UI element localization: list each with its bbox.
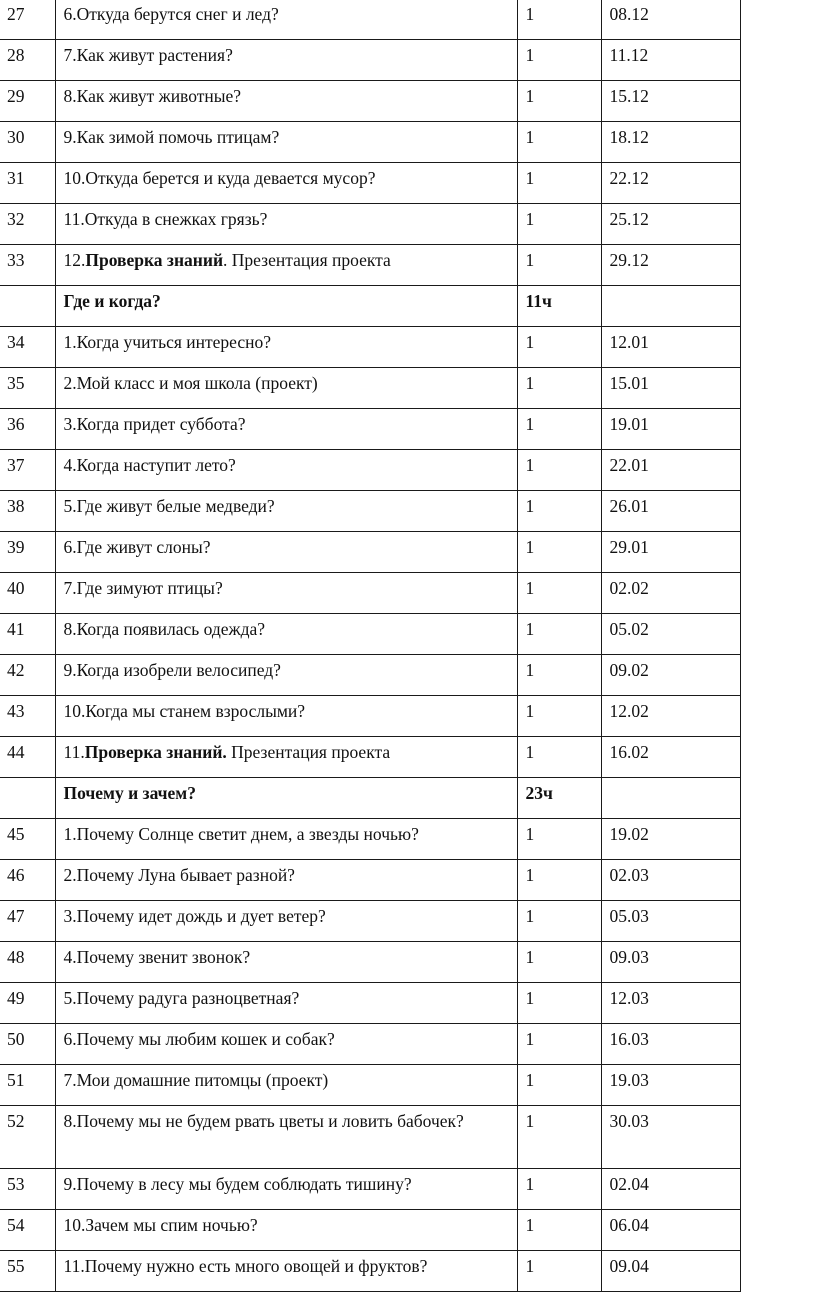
row-number-cell: 36 xyxy=(0,409,55,450)
section-hours: 23ч xyxy=(517,778,601,819)
date-cell: 29.12 xyxy=(601,245,740,286)
lesson-row xyxy=(0,983,740,1024)
lesson-topic-cell xyxy=(55,942,517,983)
lesson-topic-cell xyxy=(55,327,517,368)
date-cell: 26.01 xyxy=(601,491,740,532)
lesson-topic-cell xyxy=(55,696,517,737)
date-cell xyxy=(601,778,740,819)
section-title: Почему и зачем? xyxy=(55,778,517,819)
lesson-row xyxy=(0,1169,740,1210)
lesson-row xyxy=(0,696,740,737)
date-cell: 02.02 xyxy=(601,573,740,614)
row-number-cell: 42 xyxy=(0,655,55,696)
lesson-topic-text: 7.Где зимуют птицы? xyxy=(63,578,223,598)
lesson-topic-cell xyxy=(55,491,517,532)
row-number-cell: 41 xyxy=(0,614,55,655)
date-cell: 02.04 xyxy=(601,1169,740,1210)
lesson-row xyxy=(0,409,740,450)
hours-cell: 1 xyxy=(517,1210,601,1251)
row-number-cell: 29 xyxy=(0,81,55,122)
row-number-cell xyxy=(0,778,55,819)
lesson-topic-text: 1.Когда учиться интересно? xyxy=(63,332,272,352)
lesson-topic-text: 9.Почему в лесу мы будем соблюдать тишину? xyxy=(63,1174,412,1194)
lesson-topic-text: 4.Почему звенит звонок? xyxy=(63,947,251,967)
row-number-cell: 31 xyxy=(0,163,55,204)
hours-cell: 1 xyxy=(517,409,601,450)
date-cell: 09.03 xyxy=(601,942,740,983)
date-cell: 05.03 xyxy=(601,901,740,942)
lesson-topic-text: 3.Почему идет дождь и дует ветер? xyxy=(63,906,326,926)
lesson-row xyxy=(0,327,740,368)
row-number-cell: 40 xyxy=(0,573,55,614)
lesson-topic-text: 6.Почему мы любим кошек и собак? xyxy=(63,1029,335,1049)
row-number-cell: 51 xyxy=(0,1065,55,1106)
row-number-cell xyxy=(0,286,55,327)
lesson-topic-text: 9.Как зимой помочь птицам? xyxy=(63,127,280,147)
lesson-row xyxy=(0,0,740,40)
lesson-topic-cell xyxy=(55,737,517,778)
row-number-cell: 44 xyxy=(0,737,55,778)
row-number-cell: 48 xyxy=(0,942,55,983)
date-cell: 12.02 xyxy=(601,696,740,737)
lesson-row xyxy=(0,1065,740,1106)
lesson-topic-cell xyxy=(55,1024,517,1065)
section-header-row xyxy=(0,286,740,327)
row-number-cell: 53 xyxy=(0,1169,55,1210)
lesson-topic-cell xyxy=(55,163,517,204)
section-header-row xyxy=(0,778,740,819)
date-cell: 19.03 xyxy=(601,1065,740,1106)
lesson-row xyxy=(0,860,740,901)
lesson-topic-text: 11.Откуда в снежках грязь? xyxy=(63,209,268,229)
lesson-topic-cell xyxy=(55,819,517,860)
date-cell: 19.01 xyxy=(601,409,740,450)
row-number-cell: 49 xyxy=(0,983,55,1024)
lesson-topic-text: 7.Как живут растения? xyxy=(63,45,233,65)
hours-cell: 1 xyxy=(517,327,601,368)
row-number-cell: 32 xyxy=(0,204,55,245)
lesson-topic-cell xyxy=(55,1106,517,1169)
lesson-topic-text: 8.Почему мы не будем рвать цветы и ловить бабочек? xyxy=(63,1111,464,1131)
lesson-topic-cell xyxy=(55,409,517,450)
hours-cell: 1 xyxy=(517,491,601,532)
lesson-topic-text: 7.Мои домашние питомцы (проект) xyxy=(63,1070,329,1090)
hours-cell: 1 xyxy=(517,737,601,778)
row-number-cell: 50 xyxy=(0,1024,55,1065)
lesson-topic-text: 5.Почему радуга разноцветная? xyxy=(63,988,300,1008)
lesson-topic-cell xyxy=(55,40,517,81)
row-number-cell: 46 xyxy=(0,860,55,901)
lesson-row xyxy=(0,40,740,81)
row-number-cell: 52 xyxy=(0,1106,55,1169)
date-cell: 22.01 xyxy=(601,450,740,491)
row-number-cell: 33 xyxy=(0,245,55,286)
lesson-topic-text: 10.Зачем мы спим ночью? xyxy=(63,1215,258,1235)
row-number-cell: 35 xyxy=(0,368,55,409)
hours-cell: 1 xyxy=(517,614,601,655)
date-cell: 19.02 xyxy=(601,819,740,860)
date-cell: 30.03 xyxy=(601,1106,740,1169)
date-cell: 11.12 xyxy=(601,40,740,81)
date-cell: 09.04 xyxy=(601,1251,740,1292)
hours-cell: 1 xyxy=(517,1106,601,1169)
date-cell xyxy=(601,286,740,327)
lesson-topic-text: 4.Когда наступит лето? xyxy=(63,455,236,475)
hours-cell: 1 xyxy=(517,655,601,696)
hours-cell: 1 xyxy=(517,1251,601,1292)
hours-cell: 1 xyxy=(517,40,601,81)
lesson-topic-suffix-text: Презентация проекта xyxy=(226,742,391,762)
lesson-topic-cell xyxy=(55,573,517,614)
hours-cell: 1 xyxy=(517,532,601,573)
hours-cell: 1 xyxy=(517,573,601,614)
hours-cell: 1 xyxy=(517,860,601,901)
lesson-topic-cell xyxy=(55,1065,517,1106)
lesson-row xyxy=(0,1024,740,1065)
lesson-topic-cell xyxy=(55,368,517,409)
lesson-topic-cell xyxy=(55,655,517,696)
lesson-topic-cell xyxy=(55,245,517,286)
row-number-cell: 54 xyxy=(0,1210,55,1251)
lesson-topic-text: 6.Где живут слоны? xyxy=(63,537,211,557)
date-cell: 22.12 xyxy=(601,163,740,204)
lesson-topic-cell xyxy=(55,532,517,573)
lesson-topic-cell xyxy=(55,1251,517,1292)
lesson-row xyxy=(0,532,740,573)
lesson-row xyxy=(0,81,740,122)
row-number-cell: 30 xyxy=(0,122,55,163)
hours-cell: 1 xyxy=(517,81,601,122)
hours-cell: 1 xyxy=(517,942,601,983)
date-cell: 02.03 xyxy=(601,860,740,901)
date-cell: 16.03 xyxy=(601,1024,740,1065)
section-hours: 11ч xyxy=(517,286,601,327)
date-cell: 08.12 xyxy=(601,0,740,40)
date-cell: 15.01 xyxy=(601,368,740,409)
date-cell: 25.12 xyxy=(601,204,740,245)
date-cell: 05.02 xyxy=(601,614,740,655)
lesson-row xyxy=(0,1210,740,1251)
date-cell: 06.04 xyxy=(601,1210,740,1251)
lesson-topic-cell xyxy=(55,450,517,491)
lesson-row xyxy=(0,942,740,983)
lesson-topic-text: 2.Почему Луна бывает разной? xyxy=(63,865,295,885)
lesson-topic-text: 3.Когда придет суббота? xyxy=(63,414,246,434)
date-cell: 15.12 xyxy=(601,81,740,122)
lesson-topic-cell xyxy=(55,983,517,1024)
lesson-topic-text: 5.Где живут белые медведи? xyxy=(63,496,275,516)
lesson-topic-cell xyxy=(55,81,517,122)
lesson-topic-suffix-text: . Презентация проекта xyxy=(223,250,391,270)
lesson-row xyxy=(0,901,740,942)
lesson-row xyxy=(0,1106,740,1169)
lesson-row xyxy=(0,204,740,245)
lesson-topic-text: 9.Когда изобрели велосипед? xyxy=(63,660,281,680)
row-number-cell: 45 xyxy=(0,819,55,860)
lesson-row xyxy=(0,737,740,778)
date-cell: 18.12 xyxy=(601,122,740,163)
lesson-topic-cell xyxy=(55,614,517,655)
hours-cell: 1 xyxy=(517,983,601,1024)
lesson-topic-cell xyxy=(55,860,517,901)
lesson-row xyxy=(0,450,740,491)
lesson-row xyxy=(0,491,740,532)
hours-cell: 1 xyxy=(517,163,601,204)
hours-cell: 1 xyxy=(517,1024,601,1065)
hours-cell: 1 xyxy=(517,696,601,737)
row-number-cell: 39 xyxy=(0,532,55,573)
date-cell: 29.01 xyxy=(601,532,740,573)
lesson-topic-text: 10.Откуда берется и куда девается мусор? xyxy=(63,168,376,188)
date-cell: 12.01 xyxy=(601,327,740,368)
hours-cell: 1 xyxy=(517,204,601,245)
hours-cell: 1 xyxy=(517,245,601,286)
lesson-topic-cell xyxy=(55,122,517,163)
lesson-topic-cell xyxy=(55,0,517,40)
row-number-cell: 37 xyxy=(0,450,55,491)
hours-cell: 1 xyxy=(517,819,601,860)
row-number-cell: 55 xyxy=(0,1251,55,1292)
hours-cell: 1 xyxy=(517,0,601,40)
lesson-row xyxy=(0,655,740,696)
lesson-topic-text: 8.Когда появилась одежда? xyxy=(63,619,266,639)
lesson-row xyxy=(0,614,740,655)
hours-cell: 1 xyxy=(517,901,601,942)
row-number-cell: 38 xyxy=(0,491,55,532)
lesson-row xyxy=(0,819,740,860)
section-title: Где и когда? xyxy=(55,286,517,327)
row-number-cell: 28 xyxy=(0,40,55,81)
row-number-cell: 34 xyxy=(0,327,55,368)
lesson-topic-text: 2.Мой класс и моя школа (проект) xyxy=(63,373,318,393)
lesson-topic-text: 11.Почему нужно есть много овощей и фруктов? xyxy=(63,1256,428,1276)
lesson-topic-bold-text: Проверка знаний xyxy=(85,250,224,270)
lesson-topic-cell xyxy=(55,1169,517,1210)
date-cell: 16.02 xyxy=(601,737,740,778)
hours-cell: 1 xyxy=(517,450,601,491)
lesson-row xyxy=(0,122,740,163)
lesson-row xyxy=(0,573,740,614)
date-cell: 09.02 xyxy=(601,655,740,696)
row-number-cell: 47 xyxy=(0,901,55,942)
lesson-topic-cell xyxy=(55,1210,517,1251)
lesson-topic-bold-text: Проверка знаний. xyxy=(84,742,227,762)
hours-cell: 1 xyxy=(517,122,601,163)
hours-cell: 1 xyxy=(517,368,601,409)
date-cell: 12.03 xyxy=(601,983,740,1024)
lesson-topic-text: 11. xyxy=(63,742,85,762)
hours-cell: 1 xyxy=(517,1169,601,1210)
lesson-row xyxy=(0,245,740,286)
row-number-cell: 43 xyxy=(0,696,55,737)
lesson-topic-text: 6.Откуда берутся снег и лед? xyxy=(63,4,279,24)
lesson-topic-cell xyxy=(55,901,517,942)
lesson-row xyxy=(0,163,740,204)
lesson-row xyxy=(0,368,740,409)
hours-cell: 1 xyxy=(517,1065,601,1106)
lesson-row xyxy=(0,1251,740,1292)
lesson-topic-text: 8.Как живут животные? xyxy=(63,86,242,106)
lesson-topic-text: 1.Почему Солнце светит днем, а звезды ночью? xyxy=(63,824,419,844)
lesson-topic-text: 12. xyxy=(63,250,86,270)
lesson-topic-text: 10.Когда мы станем взрослыми? xyxy=(63,701,306,721)
lesson-topic-cell xyxy=(55,204,517,245)
row-number-cell: 27 xyxy=(0,0,55,40)
